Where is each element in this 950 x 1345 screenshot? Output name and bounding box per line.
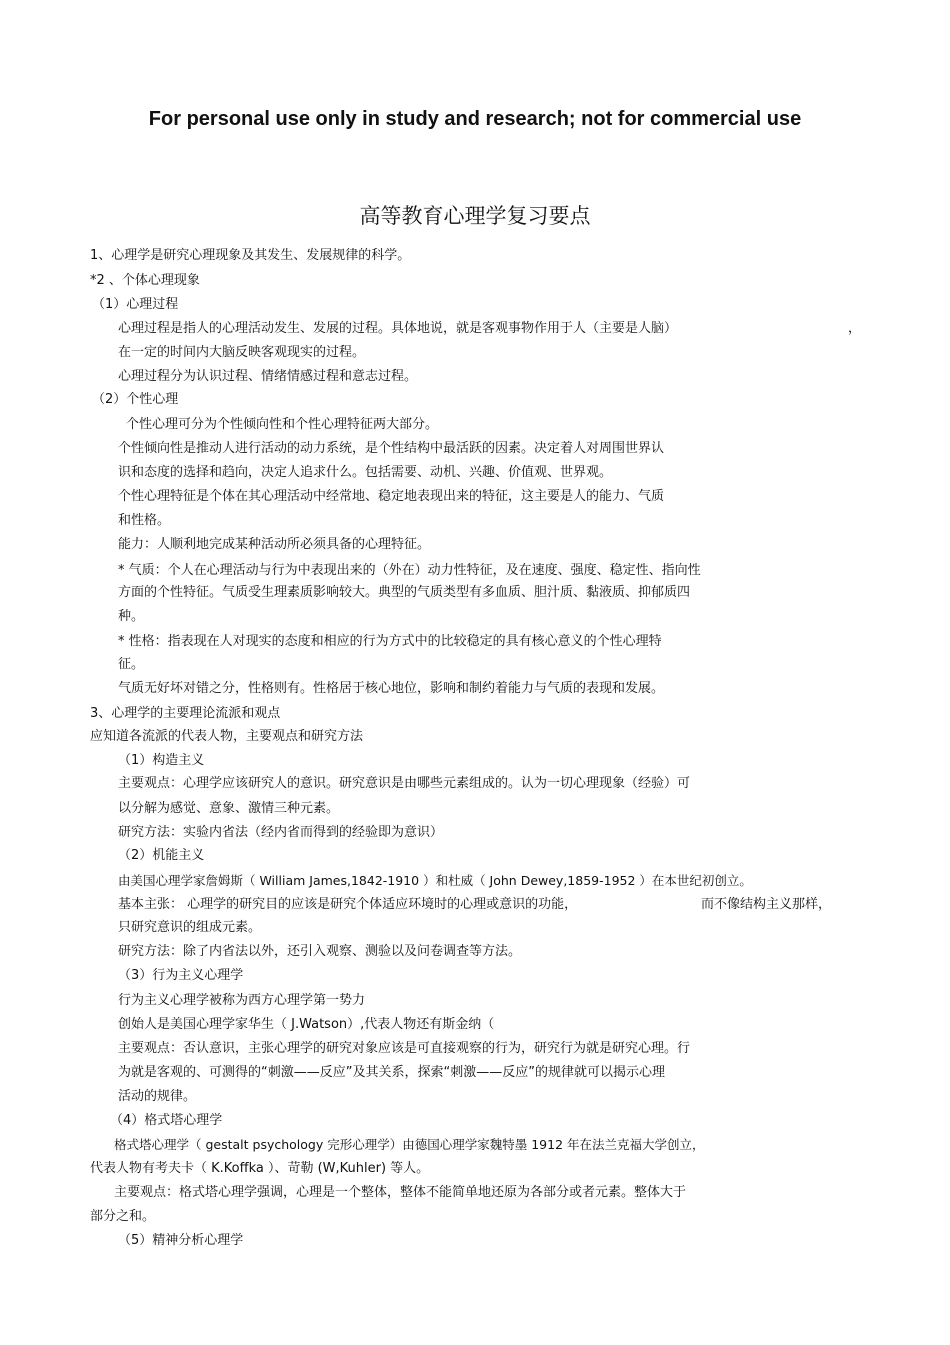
text-line: 行为主义心理学被称为西方心理学第一势力 <box>118 993 366 1008</box>
text-line: ， <box>848 321 862 336</box>
text-line: 基本主张： 心理学的研究目的应该是研究个体适应环境时的心理或意识的功能， <box>118 897 578 912</box>
text-line: 能力：人顺利地完成某种活动所必须具备的心理特征。 <box>118 537 431 552</box>
text-line: 主要观点：心理学应该研究人的意识。研究意识是由哪些元素组成的。认为一切心理现象（经验）可 <box>118 776 691 791</box>
text-line: * 气质：个人在心理活动与行为中表现出来的（外在）动力性特征，及在速度、强度、稳定性、指向性 <box>118 563 701 578</box>
text-line: 应知道各流派的代表人物，主要观点和研究方法 <box>90 729 364 744</box>
text-line: 个性心理特征是个体在其心理活动中经常地、稳定地表现出来的特征，这主要是人的能力、气质 <box>118 489 665 504</box>
text-line: 以分解为感觉、意象、激情三种元素。 <box>118 801 340 816</box>
text-line: （1）构造主义 <box>118 753 205 768</box>
text-line: 心理过程是指人的心理活动发生、发展的过程。具体地说，就是客观事物作用于人（主要是人脑） <box>118 321 678 336</box>
usage-banner: For personal use only in study and research; not for commercial use <box>148 108 802 130</box>
text-line: 创始人是美国心理学家华生（ J.Watson）,代表人物还有斯金纳（ <box>118 1017 495 1032</box>
text-line: 个性倾向性是推动人进行活动的动力系统，是个性结构中最活跃的因素。决定着人对周围世界认 <box>118 441 665 456</box>
text-line: （3）行为主义心理学 <box>118 968 244 983</box>
text-line: 格式塔心理学（ gestalt psychology 完形心理学）由德国心理学家魏特墨 1912 年在法兰克福大学创立， <box>114 1137 705 1152</box>
text-line: （1）心理过程 <box>92 297 179 312</box>
text-line: 种。 <box>118 609 145 624</box>
text-line: 活动的规律。 <box>118 1089 197 1104</box>
text-line: * 性格：指表现在人对现实的态度和相应的行为方式中的比较稳定的具有核心意义的个性心理特 <box>118 634 662 649</box>
text-line: 在一定的时间内大脑反映客观现实的过程。 <box>118 345 366 360</box>
text-line: 识和态度的选择和趋向，决定人追求什么。包括需要、动机、兴趣、价值观、世界观。 <box>118 465 613 480</box>
text-line: 主要观点：否认意识，主张心理学的研究对象应该是可直接观察的行为，研究行为就是研究心理。行 <box>118 1041 691 1056</box>
text-line: 研究方法：实验内省法（经内省而得到的经验即为意识） <box>118 825 444 840</box>
text-line: *2 、个体心理现象 <box>90 273 200 288</box>
text-line: 心理过程分为认识过程、情绪情感过程和意志过程。 <box>118 369 418 384</box>
text-line: 方面的个性特征。气质受生理素质影响较大。典型的气质类型有多血质、胆汁质、黏液质、抑郁质四 <box>118 585 691 600</box>
text-line: 部分之和。 <box>90 1209 156 1224</box>
text-line: 主要观点：格式塔心理学强调，心理是一个整体，整体不能简单地还原为各部分或者元素。整体大于 <box>114 1185 687 1200</box>
text-line: 个性心理可分为个性倾向性和个性心理特征两大部分。 <box>126 417 439 432</box>
text-line: 研究方法：除了内省法以外，还引入观察、测验以及问卷调查等方法。 <box>118 944 522 959</box>
text-line: （2）个性心理 <box>92 392 179 407</box>
text-line: （2）机能主义 <box>118 848 205 863</box>
text-line: 3、心理学的主要理论流派和观点 <box>90 706 281 721</box>
text-line: 只研究意识的组成元素。 <box>118 920 262 935</box>
text-line: 而不像结构主义那样， <box>701 897 832 912</box>
text-line: 和性格。 <box>118 513 171 528</box>
text-line: 由美国心理学家詹姆斯（ William James,1842-1910 ）和杜威（ John Dewey,1859-1952 ）在本世纪初创立。 <box>118 873 752 888</box>
text-line: 代表人物有考夫卡（ K.Koffka ）、苛勒 (W,Kuhler) 等人。 <box>90 1161 430 1176</box>
text-line: 为就是客观的、可测得的“刺激——反应”及其关系，探索“刺激——反应”的规律就可以揭示心理 <box>118 1065 665 1080</box>
text-line: （5）精神分析心理学 <box>118 1233 244 1248</box>
page-title: 高等教育心理学复习要点 <box>359 204 591 228</box>
text-line: 征。 <box>118 657 145 672</box>
text-line: 气质无好坏对错之分，性格则有。性格居于核心地位，影响和制约着能力与气质的表现和发展。 <box>118 681 665 696</box>
text-line: （4）格式塔心理学 <box>110 1113 223 1128</box>
text-line: 1、心理学是研究心理现象及其发生、发展规律的科学。 <box>90 248 411 263</box>
